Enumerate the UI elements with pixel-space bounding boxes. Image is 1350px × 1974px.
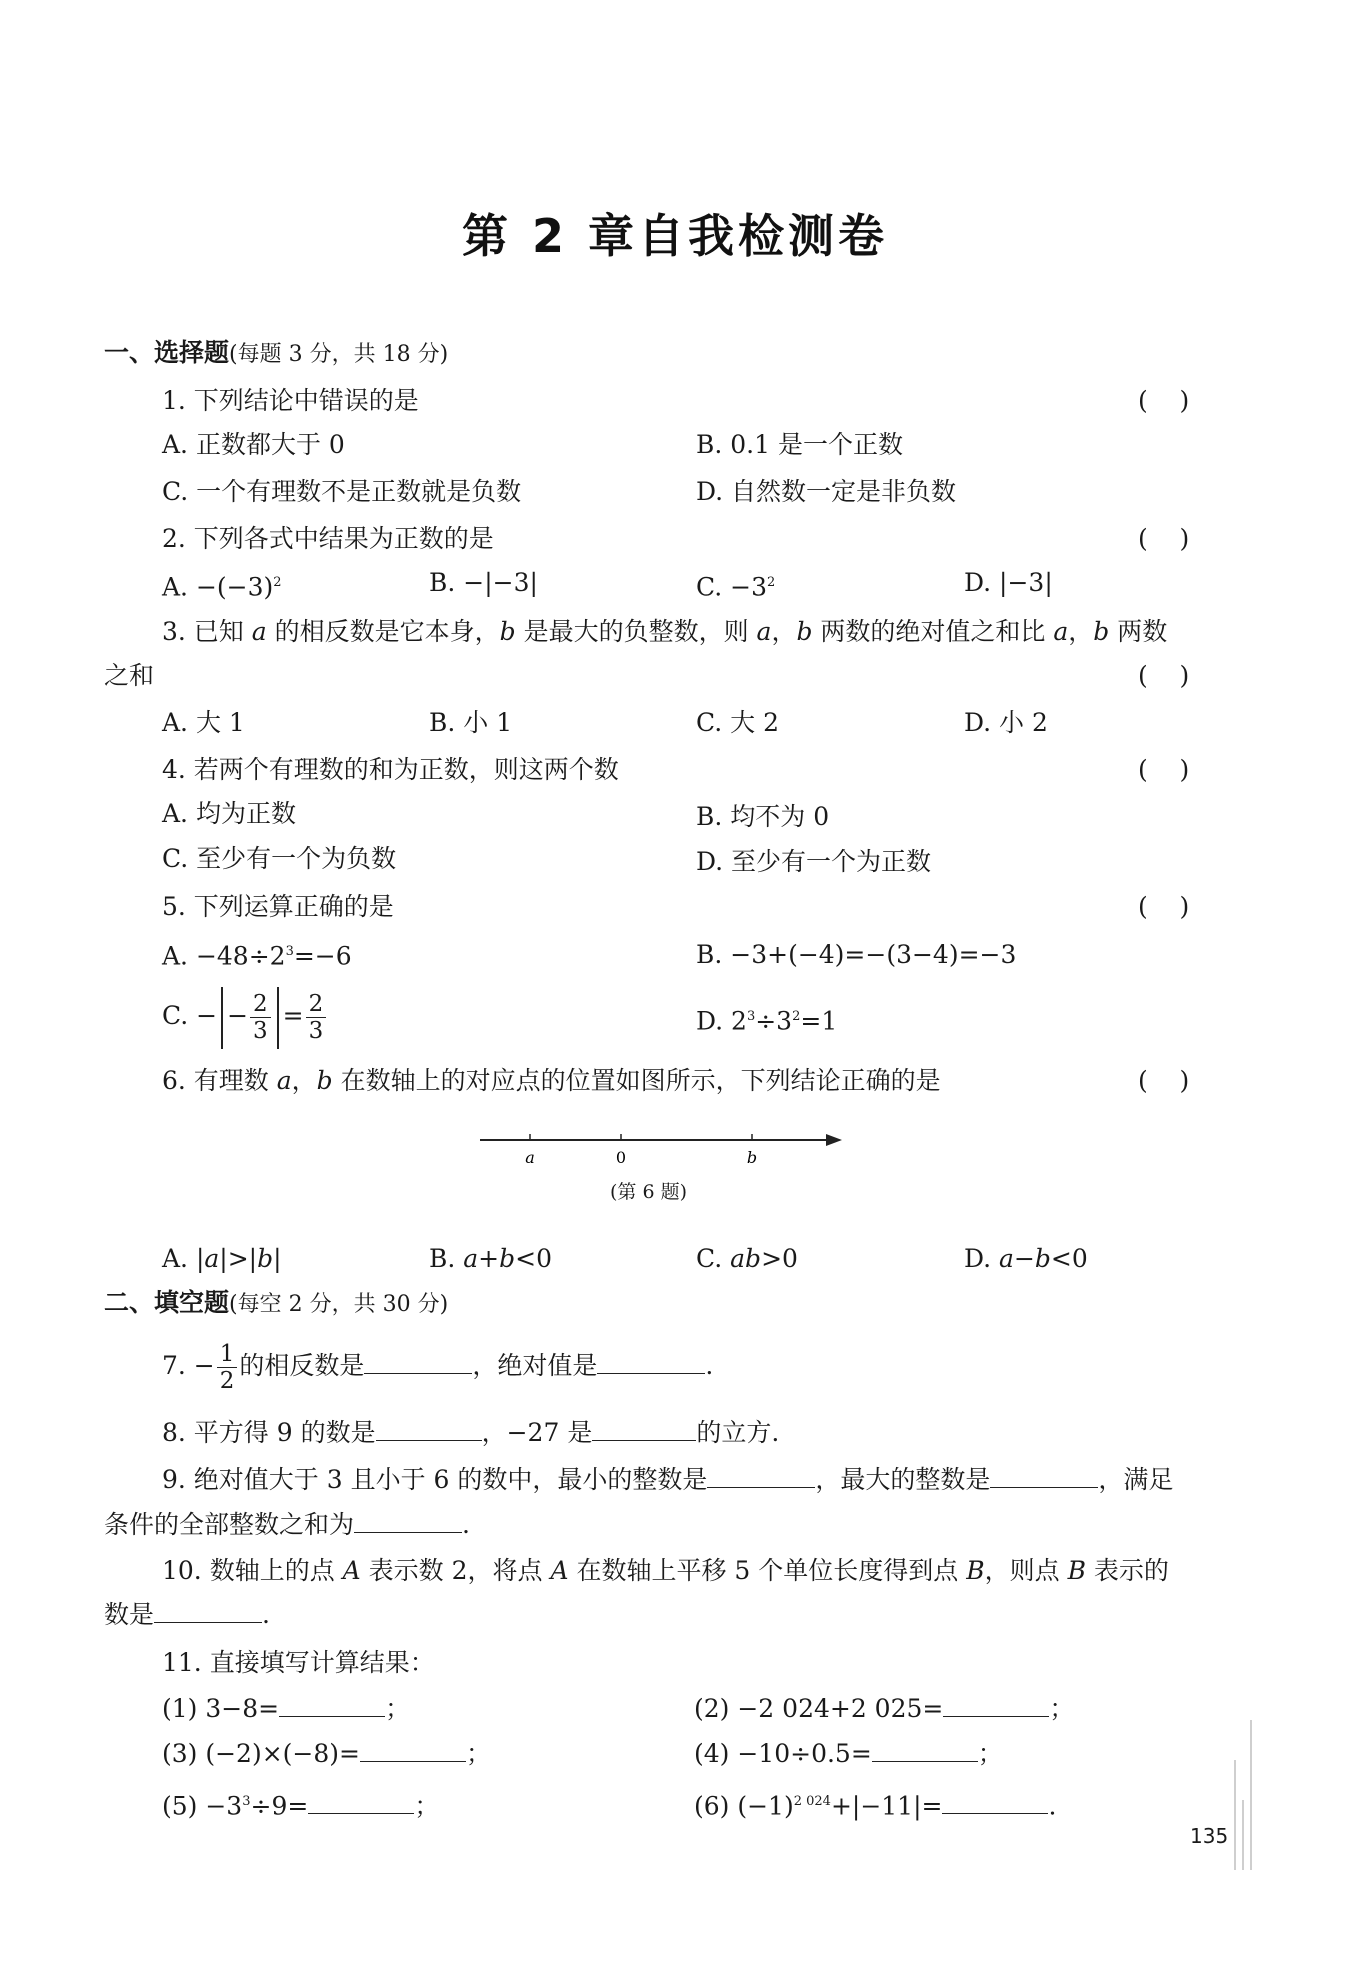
q4-stem: 4. 若两个有理数的和为正数，则这两个数 [162, 755, 619, 784]
q5-answer-paren[interactable]: ( ) [1138, 892, 1190, 921]
q9-blank-2[interactable] [990, 1467, 1098, 1488]
q6-option-a: A. |a|>|b| [162, 1244, 282, 1273]
q9-line1: 9. 绝对值大于 3 且小于 6 的数中，最小的整数是 ，最大的整数是 ，满足 [162, 1465, 1174, 1494]
q2-option-b: B. −|−3| [429, 568, 538, 597]
q11-blank-6[interactable] [942, 1793, 1048, 1814]
q9-blank-1[interactable] [707, 1467, 815, 1488]
q8-blank-1[interactable] [376, 1420, 482, 1441]
q5-option-c: C. − − $\frac{2}{3}$ = $\frac{2}{3}$ [162, 984, 328, 1049]
q3-option-d: D. 小 2 [964, 708, 1048, 737]
q2-option-d: D. |−3| [964, 568, 1053, 597]
q5-option-b: B. −3+(−4)=−(3−4)=−3 [696, 940, 1017, 969]
q3-answer-paren[interactable]: ( ) [1138, 661, 1190, 690]
q10-blank[interactable] [154, 1602, 262, 1623]
q4-option-c: C. 至少有一个为负数 [162, 844, 397, 873]
q5-option-d: D. $2^3\div 3^2=1$ [696, 1006, 838, 1036]
page-title: 第 2 章自我检测卷 [461, 209, 889, 263]
q2-stem: 2. 下列各式中结果为正数的是 [162, 524, 494, 553]
q2-answer-paren[interactable]: ( ) [1138, 524, 1190, 553]
q3-stem-line1: 3. 已知 a 的相反数是它本身，b 是最大的负整数，则 a，b 两数的绝对值之和比 a，b 两数 [162, 617, 1168, 646]
page-number: 135 [1190, 1824, 1229, 1848]
q11-blank-2[interactable] [943, 1696, 1049, 1717]
q4-option-d: D. 至少有一个为正数 [696, 847, 932, 876]
q1-option-a: A. 正数都大于 0 [162, 430, 345, 459]
tick-label-zero: 0 [615, 1148, 627, 1167]
number-line-arrow-icon [826, 1134, 842, 1146]
q1-option-b: B. 0.1 是一个正数 [696, 430, 903, 459]
q5-option-a: A. $-48\div 2^3=-6$ [162, 941, 352, 971]
q7: 7. − $\frac{1}{2}$ 的相反数是 ，绝对值是 . [162, 1341, 714, 1394]
q11-item-3: (3) (−2)×(−8)= ； [162, 1739, 491, 1768]
q7-blank-1[interactable] [364, 1353, 472, 1374]
q6-answer-paren[interactable]: ( ) [1138, 1066, 1190, 1095]
q1-option-d: D. 自然数一定是非负数 [696, 477, 957, 506]
fraction: $\frac{2}{3}$ [306, 991, 327, 1044]
page-edge-line [1242, 1800, 1244, 1870]
q3-option-b: B. 小 1 [429, 708, 513, 737]
q4-answer-paren[interactable]: ( ) [1138, 755, 1190, 784]
section-2-heading [104, 1286, 448, 1322]
page-edge-line [1234, 1760, 1236, 1870]
q9-blank-3[interactable] [354, 1512, 462, 1533]
q5-stem: 5. 下列运算正确的是 [162, 892, 394, 921]
q11-item-2: (2) −2 024+2 025= ； [694, 1694, 1075, 1723]
q11-item-4: (4) −10÷0.5= ； [694, 1739, 1003, 1768]
fraction: $\frac{1}{2}$ [217, 1341, 238, 1394]
q3-option-c: C. 大 2 [696, 708, 779, 737]
section-2-note: (每空 2 分，共 30 分) [229, 1292, 449, 1317]
q8-blank-2[interactable] [592, 1420, 696, 1441]
q11-item-5: $(5) -3^3\div 9=$ ； [162, 1791, 440, 1821]
q10-line1: 10. 数轴上的点 A 表示数 2，将点 A 在数轴上平移 5 个单位长度得到点 B，则点 B 表示的 [162, 1556, 1169, 1585]
q1-answer-paren[interactable]: ( ) [1138, 386, 1190, 415]
q8: 8. 平方得 9 的数是 ，−27 是 的立方. [162, 1418, 780, 1447]
section-2-label: 二、填空题 [104, 1288, 230, 1317]
q2-option-a: A. $-(-3)^2$ [162, 572, 282, 602]
q11-stem: 11. 直接填写计算结果： [162, 1648, 435, 1677]
section-1-label: 一、选择题 [104, 338, 230, 367]
q11-blank-4[interactable] [872, 1741, 978, 1762]
tick-label-a: a [525, 1148, 535, 1167]
q2-option-c: C. $-3^2$ [696, 572, 776, 602]
q4-option-a: A. 均为正数 [162, 799, 296, 828]
q10-line2: 数是 . [104, 1600, 270, 1629]
figure-caption: (第 6 题) [610, 1181, 687, 1203]
page-edge-line [1250, 1720, 1252, 1870]
q11-item-1: (1) 3−8= ； [162, 1694, 411, 1723]
q6-option-d: D. a−b<0 [964, 1244, 1088, 1273]
section-1-note: (每题 3 分，共 18 分) [229, 342, 449, 367]
q1-stem: 1. 下列结论中错误的是 [162, 386, 419, 415]
q6-stem: 6. 有理数 a，b 在数轴上的对应点的位置如图所示，下列结论正确的是 [162, 1066, 941, 1095]
q9-line2: 条件的全部整数之和为 . [104, 1510, 470, 1539]
q3-stem-line2: 之和 [104, 661, 155, 690]
q11-item-6: (6) $(-1)^{2 024}+|-11|=$ . [694, 1791, 1057, 1821]
abs-bar-right [277, 987, 279, 1049]
q6-option-b: B. a+b<0 [429, 1244, 552, 1273]
q6-option-c: C. ab>0 [696, 1244, 798, 1273]
q11-blank-1[interactable] [279, 1696, 385, 1717]
q7-blank-2[interactable] [597, 1353, 705, 1374]
section-1-heading [104, 336, 448, 372]
tick-label-b: b [746, 1148, 758, 1167]
q11-blank-3[interactable] [360, 1741, 466, 1762]
fraction: $\frac{2}{3}$ [250, 991, 271, 1044]
number-line-figure [470, 1125, 850, 1175]
q1-option-c: C. 一个有理数不是正数就是负数 [162, 477, 522, 506]
abs-bar-left [221, 987, 223, 1049]
q4-option-b: B. 均不为 0 [696, 802, 830, 831]
q11-blank-5[interactable] [308, 1793, 414, 1814]
q3-option-a: A. 大 1 [162, 708, 245, 737]
